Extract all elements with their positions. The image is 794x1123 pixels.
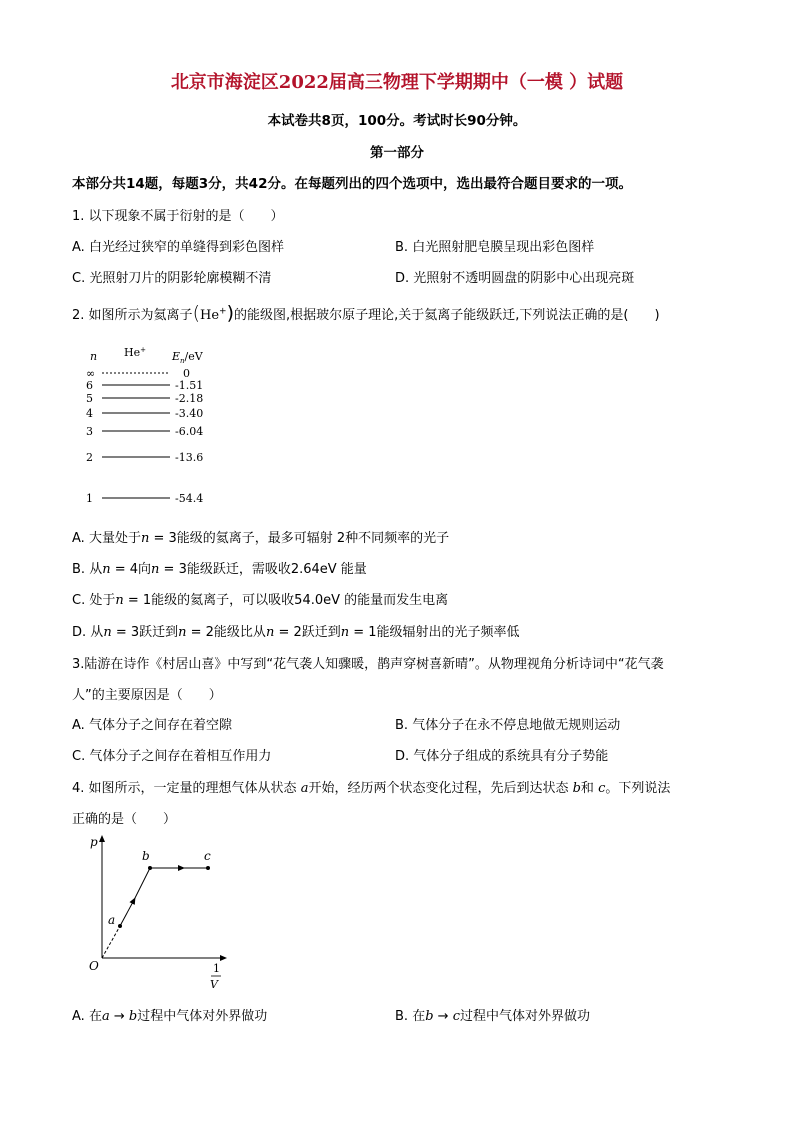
math-b: b: [425, 1009, 434, 1024]
paren-left: (: [192, 302, 200, 324]
arrow-symbol: →: [109, 1009, 129, 1024]
option-label: A.: [72, 531, 85, 546]
option-text: 气体分子之间存在着空隙: [88, 718, 232, 733]
option-text: 在: [88, 1009, 102, 1024]
option-text: = 2能级比从: [186, 625, 266, 640]
process-ab-line: [134, 868, 150, 900]
option-label: B.: [395, 718, 409, 733]
math-c: c: [452, 1009, 460, 1024]
option-label: A.: [72, 718, 85, 733]
question-3-stem: [72, 653, 664, 672]
question-text: 开始，经历两个状态变化过程，先后到达状态: [308, 781, 573, 796]
question-2-stem: [72, 302, 660, 324]
level-energy-label: -3.40: [175, 407, 204, 420]
option-text: 气体分子组成的系统具有分子势能: [413, 749, 609, 764]
question-number: 3.: [72, 657, 85, 672]
option-label: D.: [395, 749, 410, 764]
option-text: 处于: [89, 593, 116, 608]
math-n: n: [178, 625, 187, 640]
question-2-option-d: [72, 621, 520, 640]
question-2-option-c: [72, 589, 448, 608]
question-number: 2.: [72, 308, 85, 323]
option-label: D.: [395, 271, 410, 286]
question-2-option-a: [72, 527, 449, 546]
option-text: = 4向: [110, 562, 152, 577]
level-energy-label: -6.04: [175, 425, 204, 438]
question-1-option-c: [72, 267, 271, 286]
question-3-option-d: [395, 745, 608, 764]
option-text: 气体分子之间存在着相互作用力: [89, 749, 272, 764]
option-label: D.: [72, 625, 87, 640]
question-4-option-a: [72, 1005, 267, 1024]
option-label: A.: [72, 1009, 85, 1024]
option-text: 从: [90, 625, 104, 640]
question-1-option-d: [395, 267, 634, 286]
question-text-cont: 的能级图,根据玻尔原子理论,关于氦离子能级跃迁,下列说法正确的是( ): [233, 308, 660, 323]
option-label: B.: [395, 240, 409, 255]
option-text: = 2跃迁到: [274, 625, 341, 640]
question-text: 陆游在诗作《村居山喜》中写到“花气袭人知骤暖，鹊声穿树喜新晴”。从物理视角分析诗词中“花气袭: [84, 657, 664, 672]
question-text: 如图所示为氦离子: [88, 308, 193, 323]
option-text: = 3能级的氦离子，最多可辐射 2种不同频率的光子: [149, 531, 450, 546]
question-4-stem-cont: 正确的是（ ）: [72, 812, 177, 827]
state-a-point: [118, 924, 122, 928]
option-text: 气体分子在永不停息地做无规则运动: [412, 718, 621, 733]
section-instructions: 本部分共14题，每题3分，共42分。在每题列出的四个选项中，选出最符合题目要求的一项。: [72, 176, 632, 192]
y-axis-label: p: [90, 835, 98, 849]
question-2-option-b: [72, 558, 367, 577]
level-n-label: 6: [86, 379, 93, 392]
option-text: = 1能级辐射出的光子频率低: [349, 625, 520, 640]
p-v-graph: [84, 832, 234, 997]
level-n-label: 5: [86, 392, 93, 405]
question-text: 如图所示，一定量的理想气体从状态: [88, 781, 301, 796]
level-n-label: 3: [86, 425, 93, 438]
level-energy-label: -1.51: [175, 379, 204, 392]
level-n-label: 2: [86, 451, 93, 464]
x-axis-denominator: V: [210, 978, 218, 991]
level-energy-label: -13.6: [175, 451, 204, 464]
paper-title: 北京市海淀区2022届高三物理下学期期中（一模 ）试题: [170, 72, 624, 93]
math-c: c: [598, 781, 606, 796]
option-text: 白光照射肥皂膜呈现出彩色图样: [412, 240, 595, 255]
option-text: 光照射不透明圆盘的阴影中心出现亮斑: [413, 271, 635, 286]
option-text: = 1能级的氦离子，可以吸收54.0eV 的能量而发生电离: [123, 593, 449, 608]
math-b: b: [572, 781, 581, 796]
x-axis-numerator: 1: [213, 962, 220, 975]
option-text: 过程中气体对外界做功: [137, 1009, 268, 1024]
question-3-stem-cont: 人”的主要原因是（ ）: [72, 688, 222, 703]
ion-label: He+: [124, 346, 146, 359]
math-n: n: [102, 562, 111, 577]
level-energy-label: 0: [183, 367, 190, 380]
state-c-label: c: [204, 849, 211, 863]
ion-symbol: He: [199, 308, 220, 323]
energy-header: $E_n/eV$: [172, 350, 203, 365]
option-text: 大量处于: [88, 531, 141, 546]
question-3-option-a: [72, 714, 232, 733]
math-n: n: [115, 593, 124, 608]
paren-right: ): [226, 302, 234, 324]
question-3-option-c: [72, 745, 271, 764]
option-label: C.: [72, 271, 86, 286]
level-n-label: 1: [86, 492, 93, 505]
question-1-stem: [72, 205, 284, 224]
option-label: C.: [72, 593, 86, 608]
question-number: 4.: [72, 781, 85, 796]
n-header: n: [90, 350, 98, 363]
question-text: 以下现象不属于衍射的是（ ）: [88, 209, 284, 224]
option-label: A.: [72, 240, 85, 255]
question-4-option-b: [395, 1005, 590, 1024]
question-4-stem: [72, 777, 670, 796]
option-text: 白光经过狭窄的单缝得到彩色图样: [88, 240, 284, 255]
question-1-option-a: [72, 236, 284, 255]
state-c-point: [206, 866, 210, 870]
part-heading: 第一部分: [370, 145, 424, 161]
state-b-point: [148, 866, 152, 870]
level-n-label: ∞: [86, 367, 96, 380]
energy-levels: [86, 367, 203, 505]
dashed-extension: [102, 926, 120, 958]
math-n: n: [103, 625, 112, 640]
math-n: n: [140, 531, 150, 546]
question-text: 和: [580, 781, 599, 796]
arrow-symbol: →: [433, 1009, 453, 1024]
process-ab-arrow: [120, 900, 134, 926]
question-1-option-b: [395, 236, 594, 255]
level-n-label: 4: [86, 407, 93, 420]
state-b-label: b: [142, 849, 150, 863]
question-text: 。下列说法: [605, 781, 671, 796]
level-energy-label: -2.18: [175, 392, 204, 405]
option-text: 光照射刀片的阴影轮廓模糊不清: [89, 271, 272, 286]
math-n: n: [265, 625, 275, 640]
state-a-label: a: [108, 913, 116, 927]
option-text: 过程中气体对外界做功: [460, 1009, 591, 1024]
option-label: B.: [395, 1009, 409, 1024]
math-b: b: [128, 1009, 138, 1024]
origin-label: O: [89, 959, 99, 973]
energy-level-diagram: [80, 340, 240, 515]
ion-charge: +: [219, 306, 227, 317]
option-text: 在: [412, 1009, 426, 1024]
option-label: C.: [72, 749, 86, 764]
math-n: n: [340, 625, 350, 640]
option-label: B.: [72, 562, 86, 577]
question-3-option-b: [395, 714, 620, 733]
option-text: = 3能级跃迁，需吸收2.64eV 能量: [159, 562, 367, 577]
level-energy-label: -54.4: [175, 492, 204, 505]
math-a: a: [300, 781, 309, 796]
paper-subtitle: 本试卷共8页，100分。考试时长90分钟。: [267, 113, 527, 129]
option-text: 从: [89, 562, 103, 577]
math-n: n: [151, 562, 160, 577]
question-number: 1.: [72, 209, 85, 224]
option-text: = 3跃迁到: [111, 625, 179, 640]
math-a: a: [101, 1009, 110, 1024]
